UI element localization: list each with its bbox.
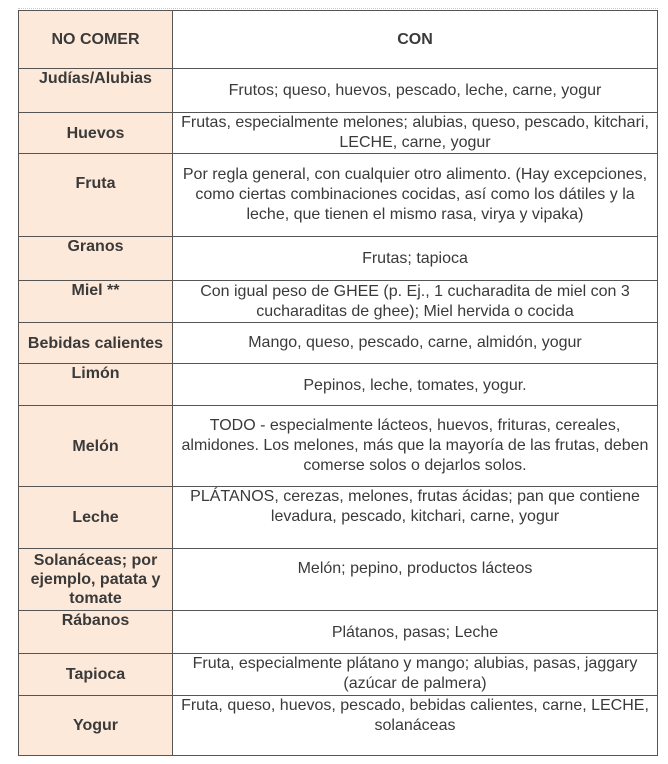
combine-cell: Frutos; queso, huevos, pescado, leche, carne, yogur <box>173 69 658 113</box>
food-cell: Melón <box>19 406 173 487</box>
top-dotted-line <box>18 8 658 9</box>
food-cell: Fruta <box>19 154 173 237</box>
combine-cell: Por regla general, con cualquier otro alimento. (Hay excepciones, como ciertas combinaciones cocidas, así como los dátiles y la leche, que tienen el mismo rasa, virya y vipaka) <box>173 154 658 237</box>
combine-cell: TODO - especialmente lácteos, huevos, frituras, cereales, almidones. Los melones, más que la mayoría de las frutas, deben comerse solos o dejarlos solos. <box>173 406 658 487</box>
combine-cell: Fruta, queso, huevos, pescado, bebidas calientes, carne, LECHE, solanáceas <box>173 696 658 756</box>
header-no-comer: NO COMER <box>19 11 173 69</box>
food-cell: Tapioca <box>19 654 173 696</box>
combine-cell: Plátanos, pasas; Leche <box>173 611 658 654</box>
combine-cell: Frutas, especialmente melones; alubias, queso, pescado, kitchari, LECHE, carne, yogur <box>173 113 658 154</box>
combine-cell: Pepinos, leche, tomates, yogur. <box>173 364 658 406</box>
food-cell: Miel ** <box>19 281 173 323</box>
combine-cell: Melón; pepino, productos lácteos <box>173 549 658 611</box>
combine-cell: Frutas; tapioca <box>173 237 658 281</box>
table-row <box>19 406 658 487</box>
food-cell: Granos <box>19 237 173 281</box>
food-cell: Yogur <box>19 696 173 756</box>
combine-cell: PLÁTANOS, cerezas, melones, frutas ácidas; pan que contiene levadura, pescado, kitchari, carne, yogur <box>173 487 658 549</box>
food-cell: Rábanos <box>19 611 173 654</box>
food-cell: Limón <box>19 364 173 406</box>
table-row <box>19 364 658 406</box>
combine-cell: Mango, queso, pescado, carne, almidón, yogur <box>173 323 658 364</box>
table-row <box>19 696 658 756</box>
food-cell: Huevos <box>19 113 173 154</box>
table-row <box>19 487 658 549</box>
food-cell: Solanáceas; por ejemplo, patata y tomate <box>19 549 173 611</box>
combine-cell: Con igual peso de GHEE (p. Ej., 1 cucharadita de miel con 3 cucharaditas de ghee); Miel hervida o cocida <box>173 281 658 323</box>
table-row <box>19 549 658 611</box>
table-row <box>19 113 658 154</box>
table-row <box>19 281 658 323</box>
table-row <box>19 611 658 654</box>
header-con: CON <box>173 11 658 69</box>
table-row <box>19 323 658 364</box>
combine-cell: Fruta, especialmente plátano y mango; alubias, pasas, jaggary (azúcar de palmera) <box>173 654 658 696</box>
food-cell: Bebidas calientes <box>19 323 173 364</box>
food-cell: Judías/Alubias <box>19 69 173 113</box>
table-row <box>19 154 658 237</box>
food-cell: Leche <box>19 487 173 549</box>
food-combination-table <box>18 10 658 756</box>
table-row <box>19 237 658 281</box>
table-row <box>19 69 658 113</box>
table-header-row <box>19 11 658 69</box>
table-row <box>19 654 658 696</box>
